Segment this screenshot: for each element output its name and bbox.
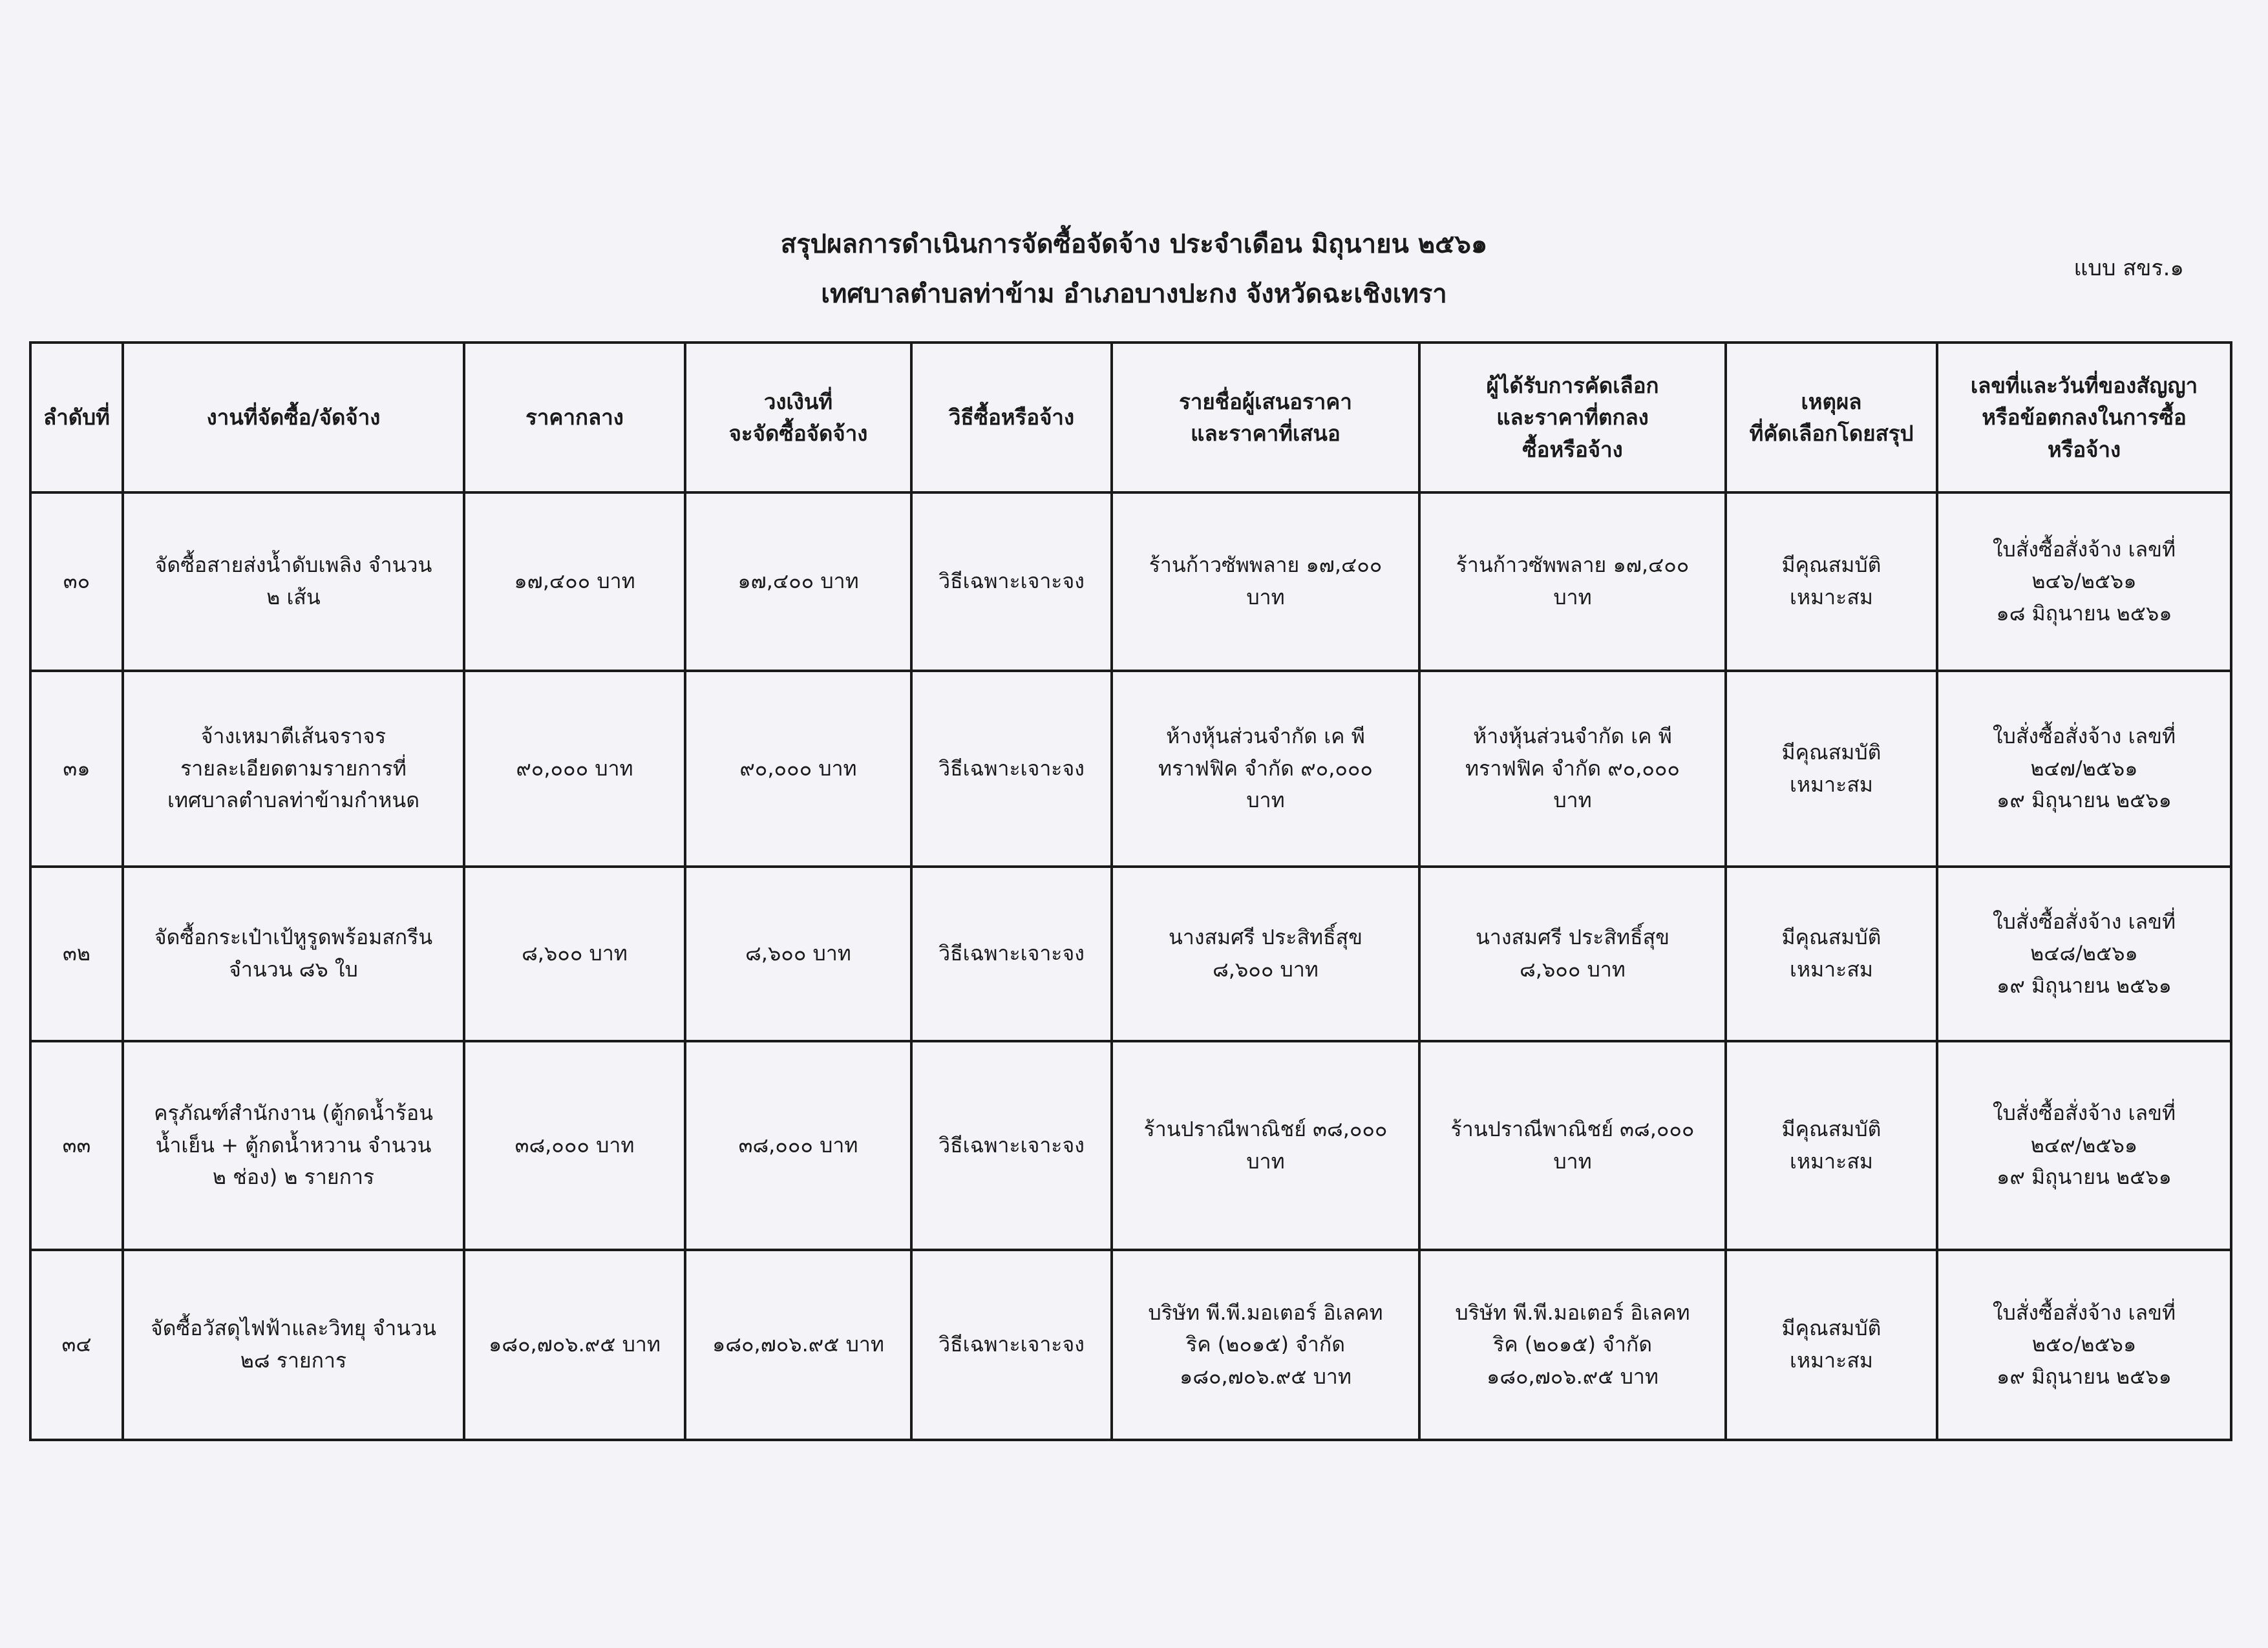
cell-method: วิธีเฉพาะเจาะจง (911, 671, 1112, 867)
cell-no: ๓๐ (30, 492, 123, 671)
table-row (30, 671, 2231, 867)
cell-median-price: ๓๘,๐๐๐ บาท (464, 1041, 685, 1250)
cell-reason: มีคุณสมบัติ เหมาะสม (1726, 671, 1937, 867)
form-code-label: แบบ สขร.๑ (2073, 255, 2184, 281)
cell-reason: มีคุณสมบัติ เหมาะสม (1726, 1250, 1937, 1440)
page-title: สรุปผลการดำเนินการจัดซื้อจัดจ้าง ประจำเดือน มิถุนายน ๒๕๖๑ (780, 229, 1488, 259)
cell-selected: ห้างหุ้นส่วนจำกัด เค พี ทราฟฟิค จำกัด ๙๐,๐๐๐ บาท (1419, 671, 1726, 867)
cell-budget: ๑๗,๔๐๐ บาท (685, 492, 911, 671)
column-header-no: ลำดับที่ (30, 343, 123, 492)
cell-bidders: ห้างหุ้นส่วนจำกัด เค พี ทราฟฟิค จำกัด ๙๐,๐๐๐ บาท (1112, 671, 1419, 867)
cell-median-price: ๙๐,๐๐๐ บาท (464, 671, 685, 867)
table-row (30, 867, 2231, 1041)
column-header-median-price: ราคากลาง (464, 343, 685, 492)
cell-budget: ๓๘,๐๐๐ บาท (685, 1041, 911, 1250)
column-header-contract: เลขที่และวันที่ของสัญญา หรือข้อตกลงในการซื้อ หรือจ้าง (1937, 343, 2231, 492)
column-header-bidders: รายชื่อผู้เสนอราคา และราคาที่เสนอ (1112, 343, 1419, 492)
cell-no: ๓๒ (30, 867, 123, 1041)
column-header-method: วิธีซื้อหรือจ้าง (911, 343, 1112, 492)
table-row (30, 1041, 2231, 1250)
column-header-budget: วงเงินที่ จะจัดซื้อจัดจ้าง (685, 343, 911, 492)
cell-contract: ใบสั่งซื้อสั่งจ้าง เลขที่ ๒๔๘/๒๕๖๑ ๑๙ มิถุนายน ๒๕๖๑ (1937, 867, 2231, 1041)
cell-method: วิธีเฉพาะเจาะจง (911, 1250, 1112, 1440)
cell-bidders: นางสมศรี ประสิทธิ์สุข ๘,๖๐๐ บาท (1112, 867, 1419, 1041)
page-subtitle: เทศบาลตำบลท่าข้าม อำเภอบางปะกง จังหวัดฉะเชิงเทรา (821, 279, 1447, 309)
cell-item: จ้างเหมาตีเส้นจราจร รายละเอียดตามรายการที่ เทศบาลตำบลท่าข้ามกำหนด (123, 671, 464, 867)
column-header-selected: ผู้ได้รับการคัดเลือก และราคาที่ตกลง ซื้อหรือจ้าง (1419, 343, 1726, 492)
cell-contract: ใบสั่งซื้อสั่งจ้าง เลขที่ ๒๔๙/๒๕๖๑ ๑๙ มิถุนายน ๒๕๖๑ (1937, 1041, 2231, 1250)
cell-item: จัดซื้อกระเป๋าเป้หูรูดพร้อมสกรีน จำนวน ๘๖ ใบ (123, 867, 464, 1041)
cell-bidders: ร้านปราณีพาณิชย์ ๓๘,๐๐๐ บาท (1112, 1041, 1419, 1250)
cell-selected: บริษัท พี.พี.มอเตอร์ อิเลคท ริค (๒๐๑๕) จำกัด ๑๘๐,๗๐๖.๙๕ บาท (1419, 1250, 1726, 1440)
cell-method: วิธีเฉพาะเจาะจง (911, 492, 1112, 671)
cell-no: ๓๔ (30, 1250, 123, 1440)
cell-item: ครุภัณฑ์สำนักงาน (ตู้กดน้ำร้อน น้ำเย็น + ตู้กดน้ำหวาน จำนวน ๒ ช่อง) ๒ รายการ (123, 1041, 464, 1250)
cell-bidders: ร้านก้าวซัพพลาย ๑๗,๔๐๐ บาท (1112, 492, 1419, 671)
cell-no: ๓๑ (30, 671, 123, 867)
cell-method: วิธีเฉพาะเจาะจง (911, 1041, 1112, 1250)
procurement-table (29, 341, 2232, 1441)
cell-reason: มีคุณสมบัติ เหมาะสม (1726, 492, 1937, 671)
table-row (30, 492, 2231, 671)
cell-contract: ใบสั่งซื้อสั่งจ้าง เลขที่ ๒๔๖/๒๕๖๑ ๑๘ มิถุนายน ๒๕๖๑ (1937, 492, 2231, 671)
cell-selected: นางสมศรี ประสิทธิ์สุข ๘,๖๐๐ บาท (1419, 867, 1726, 1041)
cell-contract: ใบสั่งซื้อสั่งจ้าง เลขที่ ๒๕๐/๒๕๖๑ ๑๙ มิถุนายน ๒๕๖๑ (1937, 1250, 2231, 1440)
cell-method: วิธีเฉพาะเจาะจง (911, 867, 1112, 1041)
cell-median-price: ๘,๖๐๐ บาท (464, 867, 685, 1041)
cell-selected: ร้านก้าวซัพพลาย ๑๗,๔๐๐ บาท (1419, 492, 1726, 671)
cell-budget: ๙๐,๐๐๐ บาท (685, 671, 911, 867)
cell-reason: มีคุณสมบัติ เหมาะสม (1726, 867, 1937, 1041)
column-header-item: งานที่จัดซื้อ/จัดจ้าง (123, 343, 464, 492)
cell-selected: ร้านปราณีพาณิชย์ ๓๘,๐๐๐ บาท (1419, 1041, 1726, 1250)
cell-reason: มีคุณสมบัติ เหมาะสม (1726, 1041, 1937, 1250)
column-header-reason: เหตุผล ที่คัดเลือกโดยสรุป (1726, 343, 1937, 492)
cell-bidders: บริษัท พี.พี.มอเตอร์ อิเลคท ริค (๒๐๑๕) จำกัด ๑๘๐,๗๐๖.๙๕ บาท (1112, 1250, 1419, 1440)
cell-budget: ๑๘๐,๗๐๖.๙๕ บาท (685, 1250, 911, 1440)
cell-median-price: ๑๗,๔๐๐ บาท (464, 492, 685, 671)
cell-no: ๓๓ (30, 1041, 123, 1250)
table-header-row (30, 343, 2231, 492)
cell-budget: ๘,๖๐๐ บาท (685, 867, 911, 1041)
cell-contract: ใบสั่งซื้อสั่งจ้าง เลขที่ ๒๔๗/๒๕๖๑ ๑๙ มิถุนายน ๒๕๖๑ (1937, 671, 2231, 867)
cell-median-price: ๑๘๐,๗๐๖.๙๕ บาท (464, 1250, 685, 1440)
table-row (30, 1250, 2231, 1440)
cell-item: จัดซื้อสายส่งน้ำดับเพลิง จำนวน ๒ เส้น (123, 492, 464, 671)
cell-item: จัดซื้อวัสดุไฟฟ้าและวิทยุ จำนวน ๒๘ รายการ (123, 1250, 464, 1440)
